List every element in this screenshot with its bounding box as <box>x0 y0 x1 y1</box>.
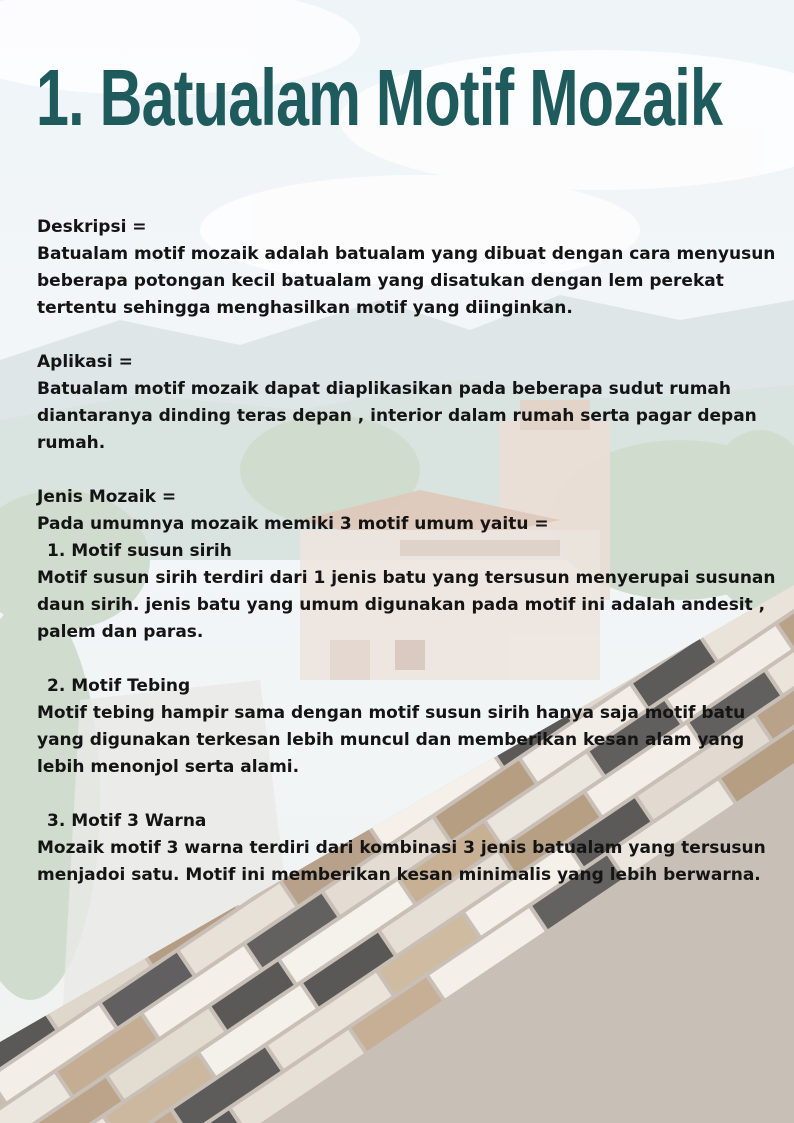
spacer <box>37 781 777 808</box>
jenis-intro: Pada umumnya mozaik memiki 3 motif umum yaitu = <box>37 514 549 534</box>
motif-2-heading: 2. Motif Tebing <box>47 676 191 696</box>
jenis-heading: Jenis Mozaik = <box>37 487 177 507</box>
deskripsi-heading: Deskripsi = <box>37 217 147 237</box>
motif-1-text: Motif susun sirih terdiri dari 1 jenis batu yang tersusun menyerupai susunan daun sirih. jenis batu yang umum digunakan pada motif ini adalah andesit , palem dan paras. <box>37 568 776 642</box>
aplikasi-heading: Aplikasi = <box>37 352 133 372</box>
spacer <box>37 457 777 484</box>
motif-2-text: Motif tebing hampir sama dengan motif susun sirih hanya saja motif batu yang digunakan terkesan lebih muncul dan memberikan kesan alam yang lebih menonjol serta alami. <box>37 703 746 777</box>
motif-1-heading: 1. Motif susun sirih <box>47 541 232 561</box>
content-body <box>37 214 777 889</box>
motif-3-text: Mozaik motif 3 warna terdiri dari kombinasi 3 jenis batualam yang tersusun menjadoi satu. Motif ini memberikan kesan minimalis yang lebih berwarna. <box>37 838 766 885</box>
aplikasi-text: Batualam motif mozaik dapat diaplikasikan pada beberapa sudut rumah diantaranya dinding teras depan , interior dalam rumah serta pagar depan rumah. <box>37 379 757 453</box>
deskripsi-text: Batualam motif mozaik adalah batualam yang dibuat dengan cara menyusun beberapa potongan kecil batualam yang disatukan dengan lem perekat tertentu sehingga menghasilkan motif yang diinginkan. <box>37 244 776 318</box>
page-title: 1. Batualam Motif Mozaik <box>36 53 723 142</box>
spacer <box>37 322 777 349</box>
motif-3-heading: 3. Motif 3 Warna <box>47 811 207 831</box>
spacer <box>37 646 777 673</box>
